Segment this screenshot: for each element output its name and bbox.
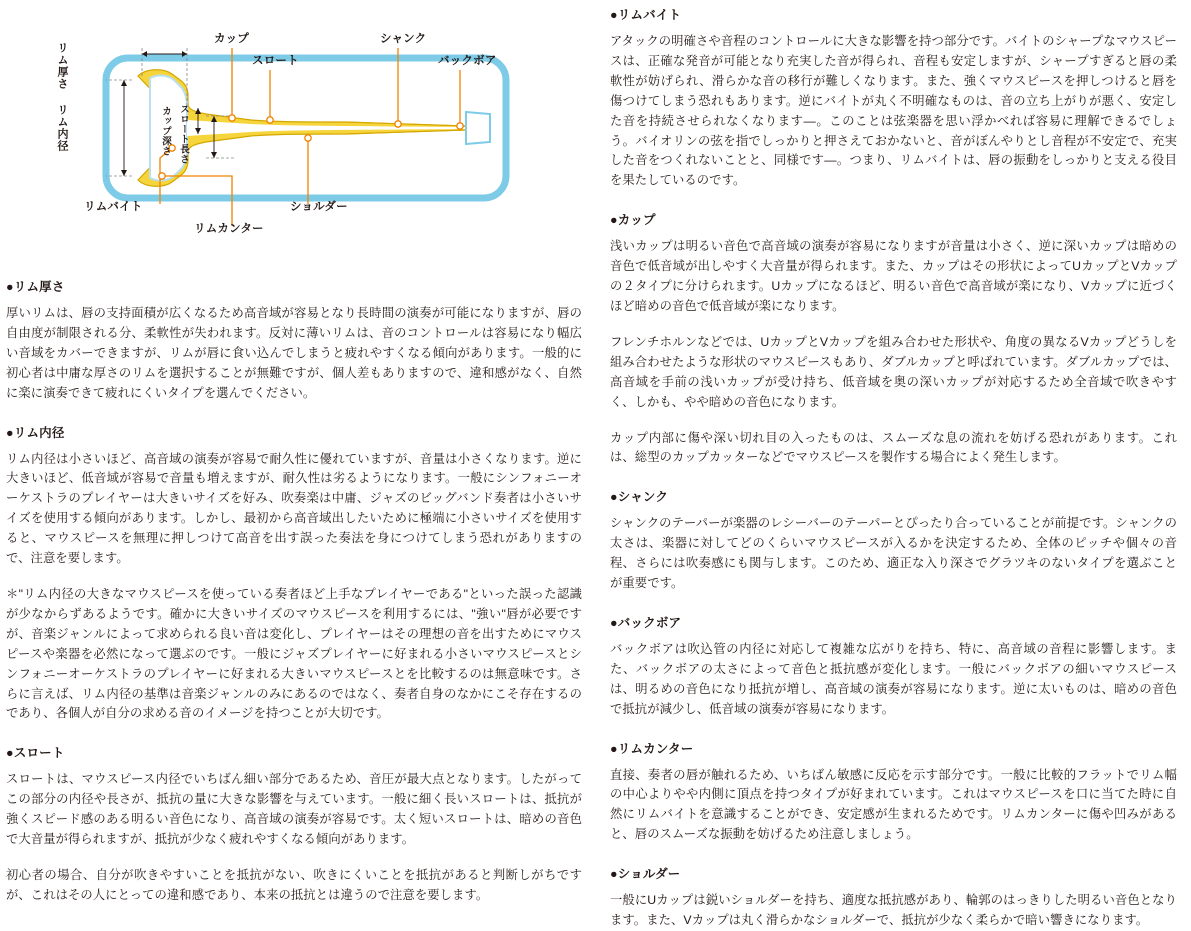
section-throat [6,746,582,905]
paragraph-throat-2: 初心者の場合、自分が吹きやすいことを抵抗がない、吹きにくいことを抵抗があると判断しがちですが、これはその人にとっての違和感であり、本来の抵抗とは違うので注意を要します。 [6,867,582,902]
label-cup-depth: カップ深さ [160,106,171,156]
label-throat-length: スロート長さ [178,104,189,164]
label-rim-counter: リムカンター [194,223,264,235]
left-column [0,0,596,902]
section-cup [610,213,1177,468]
heading-rim-thickness: ●リム厚さ [6,280,65,294]
section-rim-thickness [6,280,582,404]
section-rim-inner-diameter [6,426,582,725]
paragraph-cup-3: カップ内部に傷や深い切れ目の入ったものは、スムーズな息の流れを妨げる恐れがあります。これは、総型のカップカッターなどでマウスピースを製作する場合によく発生します。 [610,430,1177,465]
label-rim-bite: リムバイト [84,201,143,213]
label-rim-inner-diameter: リム内径 [56,104,68,152]
paragraph-rim-inner-diameter-2: ＊"リム内径の大きなマウスピースを使っている奏者ほど上手なプレイヤーである"といった誤った認識が少なからずあるようです。確かに大きいサイズのマウスピースを利用するには、"強い"唇が必要ですが、音楽ジャンルによって求められる良い音は変化し、プレイヤーはその理想の音を出すためにマウスピースや楽器を必然になって選ぶのです。一般にジャズプレイヤーに好まれる小さいマウスピースとシンフォニーオーケストラのプレイヤーに好まれる大きいマウスピースとを比較するのは無意味です。さらに言えば、リム内径の基準は音楽ジャンルのみにあるのではなく、奏者自身のなかにこそ存在するのであり、各個人が自分の求める音のイメージを持つことが大切です。 [6,586,582,721]
heading-shank: ●シャンク [610,490,669,505]
heading-rim-inner-diameter: ●リム内径 [6,425,65,440]
label-rim-thickness: リム厚さ [56,42,68,90]
label-shank: シャンク [380,33,427,45]
section-shoulder [610,867,1177,931]
mouthpiece-cross-section-svg [46,8,566,254]
paragraph-cup-1: 浅いカップは明るい音色で高音域の演奏が容易になりますが音量は小さく、逆に深いカップは暗めの音色で低音域が出しやすく大音量が得られます。また、カップはその形状によってUカップとVカップの２タイプに分けられます。Uカップになるほど、明るい音色で高音域が楽になり、Vカップに近づくほど暗めの音色で低音域が楽になります。 [610,239,1177,313]
label-backbore: バックボア [438,55,497,67]
heading-rim-bite: ●リムバイト [610,8,682,22]
paragraph-shank-1: シャンクのテーパーが楽器のレシーバーのテーパーとぴったり合っていることが前提です。シャンクの太さは、楽器に対してどのくらいマウスピースが入るかを決定するため、全体のピッチや個々の音程、さらには吹奏感にも関与します。このため、適正な入り深さでグラツキのないタイプを選ぶことが重要です。 [610,516,1177,591]
label-throat: スロート [252,55,299,67]
paragraph-throat-1: スロートは、マウスピース内径でいちばん細い部分であるため、音圧が最大点となります。したがってこの部分の内径や長さが、抵抗の量に大きな影響を与えています。一般に細く長いスロートは、抵抗が強くスピード感のある明るい音色になり、高音域の演奏が容易です。太く短いスロートは、暗めの音色で大音量が得られますが、抵抗が少なく疲れやすくなる傾向があります。 [6,772,582,847]
right-column [596,0,1191,928]
paragraph-backbore-1: バックボアは吹込管の内径に対応して複雑な広がりを持ち、特に、高音域の音程に影響します。また、バックボアの太さによって音色と抵抗感が変化します。一般にバックボアの細いマウスピースは、明るめの音色になり抵抗が増し、高音域の演奏が容易になります。逆に太いものは、暗めの音色で抵抗が減少し、低音域の演奏が容易になります。 [610,641,1177,716]
heading-backbore: ●バックボア [610,615,682,630]
section-rim-counter [610,742,1177,846]
paragraph-shoulder-1: 一般にUカップは鋭いショルダーを持ち、適度な抵抗感があり、輪郭のはっきりした明るい音色となります。また、Vカップは丸く滑らかなショルダーで、抵抗が少なく柔らかで暗い響きになります。 [610,893,1177,928]
paragraph-rim-inner-diameter-1: リム内径は小さいほど、高音域の演奏が容易で耐久性に優れていますが、音量は小さくなります。逆に大きいほど、低音域が容易で音量も増えますが、耐久性は劣るようになります。一般にシンフォニーオーケストラのプレイヤーは大きいサイズを好み、吹奏楽は中庸、ジャズのビッグバンド奏者は小さいサイズを使用する傾向があります。しかし、最初から高音域出したいために極端に小さいサイズを使用すると、マウスピースを無理に押しつけて高音を出す誤った奏法を身につけてしまう恐れがありますので、注意を要します。 [6,451,582,566]
heading-cup: ●カップ [610,213,656,228]
paragraph-rim-thickness-1: 厚いリムは、唇の支持面積が広くなるため高音域が容易となり長時間の演奏が可能になりますが、唇の自由度が制限される分、柔軟性が失われます。反対に薄いリムは、音のコントロールは容易になり幅広い音域をカバーできますが、リムが唇に食い込んでしまうと疲れやすくなる傾向があります。一般的に初心者は中庸な厚さのリムを選択することが無難ですが、個人差もありますので、違和感がなく、自然に楽に演奏できて疲れにくいタイプを選んでください。 [6,306,582,400]
section-backbore [610,616,1177,720]
paragraph-rim-counter-1: 直接、奏者の唇が触れるため、いちばん敏感に反応を示す部分です。一般に比較的フラットでリム幅の中心よりやや内側に頂点を持つタイプが好まれています。これはマウスピースを口に当てた時に自然にリムバイトを意識することができ、安定感が生まれるためです。リムカンターに傷や凹みがあると、唇のスムーズな振動を妨げるため注意しましょう。 [610,767,1177,842]
section-shank [610,490,1177,594]
label-cup: カップ [214,33,249,45]
heading-throat: ●スロート [6,746,65,761]
heading-rim-counter: ●リムカンター [610,741,694,756]
paragraph-cup-2: フレンチホルンなどでは、UカップとVカップを組み合わせた形状や、角度の異なるVカップどうしを組み合わせたような形状のマウスピースもあり、ダブルカップと呼ばれています。ダブルカップでは、高音域を手前の浅いカップが受け持ち、低音域を奥の深いカップが対応するため全音域で吹きやすく、しかも、やや暗めの音色になります。 [610,334,1177,409]
section-rim-bite [610,8,1177,191]
heading-shoulder: ●ショルダー [610,867,681,882]
paragraph-rim-bite-1: アタックの明確さや音程のコントロールに大きな影響を持つ部分です。バイトのシャープなマウスピースは、正確な発音が可能となり充実した音が得られ、音程も安定しますが、シャープすぎると唇の柔軟性が妨げられ、滑らかな音の移行が難しくなります。また、強くマウスピースを押しつけると唇を傷つけてしまう恐れもあります。逆にバイトが丸く不明確なものは、音の立ち上がりが悪く、安定した音を持続させられなくなります―。このことは弦楽器を思い浮かべれば容易に理解できるでしょう。バイオリンの弦を指でしっかりと押さえておかないと、音がぼんやりとし音程が不安定で、充実した音をつくれないことと、同様です―。つまり、リムバイトは、唇の振動をしっかりと支える役目を果たしているのです。 [610,34,1177,188]
label-shoulder: ショルダー [290,201,348,213]
mouthpiece-diagram [46,8,566,254]
